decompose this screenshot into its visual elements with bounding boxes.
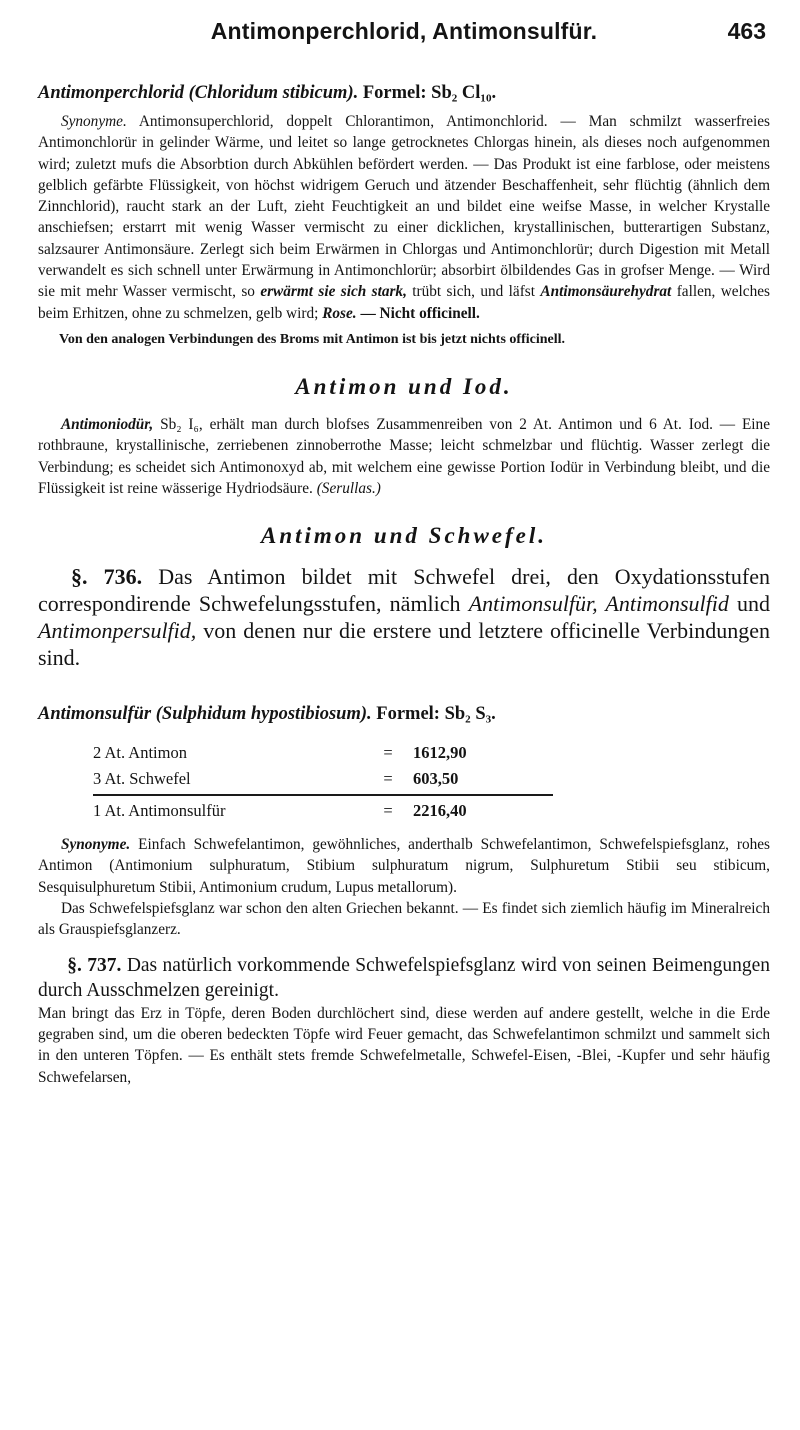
book-page bbox=[38, 0, 770, 1430]
perchlorid-formula-label: Formel: bbox=[362, 83, 427, 103]
schwefel-section-title: Antimon und Schwefel. bbox=[260, 523, 548, 549]
para-736-italic2: Antimonpersulfid, bbox=[38, 618, 197, 644]
perchlorid-text-italic: erwärmt sie sich stark, bbox=[260, 283, 407, 301]
table-row bbox=[93, 766, 553, 792]
perchlorid-name: Antimonperchlorid bbox=[38, 83, 184, 103]
perchlorid-text: Antimonsuperchlorid, doppelt Chlorantimon, Antimonchlorid. — Man schmilzt wasserfreies Antimonchlorür in gelinder Wärme, und leitet so lange getrocknetes Chlorgas hinein, als dieses noch aufgenommen wird; zuletzt mufs die Absorbtion durch Abkühlen befördert werden. — Das Produkt ist eine farblose, oder meistens gelblich gefärbte Flüssigkeit, von höchst widrigem Geruch und ätzender Beschaffenheit, sehr flüchtig (ähnlich dem Zinnchlorid), raucht stark an der Luft, zieht Feuchtigkeit an und bildet eine weifse Masse, in welcher Krystalle anschiefsen; erstarrt mit wenig Wasser vermischt zu einer dicklichen, krystallinischen, butterartigen Substanz, salzsaurer Antimonsäure. Zerlegt sich beim Erwärmen in Chlorgas und Antimonchlorür; durch Digestion mit Metall verwandelt es sich schnell unter Erwärmung in Antimonchlorür; absorbirt ölbildendes Gas in grofser Menge. — Wird sie mit mehr Wasser vermischt, so bbox=[38, 113, 770, 301]
perchlorid-text2: trübt sich, und läfst bbox=[412, 283, 536, 301]
running-title: Antimonperchlorid, Antimonsulfür. bbox=[210, 18, 598, 44]
para-737-text: Das natürlich vorkommende Schwefelspiefsglanz wird von seinen Beimengungen durch Ausschmelzen gereinigt. bbox=[38, 954, 771, 1001]
table-label: 2 At. Antimon bbox=[93, 743, 187, 763]
para-736 bbox=[38, 563, 770, 671]
sulfuer-formula-label: Formel: bbox=[376, 704, 440, 725]
sulfuer-heading bbox=[38, 701, 770, 728]
bromine-note: Von den analogen Verbindungen des Broms mit Antimon ist bis jetzt nichts officinell. bbox=[59, 331, 566, 347]
para-736-text3: von denen nur die erstere und letztere officinelle Verbindungen sind. bbox=[38, 618, 771, 671]
sulfuer-formula: Sb₂ S₃. bbox=[444, 704, 496, 725]
para-737 bbox=[38, 953, 770, 1003]
perchlorid-text4: — Nicht officinell. bbox=[360, 304, 480, 322]
page-body bbox=[38, 80, 770, 1088]
iod-paragraph bbox=[38, 414, 770, 499]
table-equals: = bbox=[383, 743, 393, 763]
iod-formula: Sb₂ I₆, bbox=[160, 415, 203, 433]
para-737-number: §. 737. bbox=[67, 954, 122, 976]
sulfuer-synonyme-text: Einfach Schwefelantimon, gewöhnliches, anderthalb Schwefelantimon, Schwefelspiefsglanz, rohes Antimon (Antimonium sulphuratum, Stibium sulphuratum nigrum, Sulphuretum Stibii seu stibicum, Sesquisulphuretum Stibii, Antimonium crudum, Lupus metallorum). bbox=[38, 836, 770, 896]
table-value: 603,50 bbox=[413, 769, 459, 789]
perchlorid-text2-italic: Antimonsäurehydrat bbox=[540, 283, 672, 301]
sulfuer-name: Antimonsulfür bbox=[38, 704, 152, 725]
sulfuer-synonyme-paragraph bbox=[38, 834, 770, 898]
perchlorid-latin: (Chloridum stibicum). bbox=[188, 83, 359, 103]
table-label: 3 At. Schwefel bbox=[93, 769, 191, 789]
perchlorid-synonyme-label: Synonyme. bbox=[60, 113, 127, 130]
iod-section-title: Antimon und Iod. bbox=[295, 373, 513, 399]
sulfuer-history-paragraph: Das Schwefelspiefsglanz war schon den alten Griechen bekannt. — Es findet sich ziemlich häufig im Mineralreich als Grauspiefsglanzerz. bbox=[38, 900, 770, 939]
table-total-row bbox=[93, 794, 553, 824]
perchlorid-paragraph bbox=[38, 111, 770, 324]
running-header bbox=[38, 18, 770, 58]
sulfuer-synonyme-label: Synonyme. bbox=[60, 836, 131, 854]
table-total-equals: = bbox=[383, 801, 393, 821]
perchlorid-text3: fallen, welches beim Erhitzen, ohne zu schmelzen, gelb wird; bbox=[38, 283, 770, 322]
para-736-number: §. 736. bbox=[71, 564, 143, 590]
table-equals: = bbox=[383, 769, 393, 789]
page-number: 463 bbox=[727, 18, 766, 44]
para-737-rest: Man bringt das Erz in Töpfe, deren Boden durchlöchert sind, diese werden auf andere gestellt, welche in die Erde gegraben sind, um die oberen bedeckten Töpfe wird Feuer gemacht, das Schwefelantimon schmilzt und sammelt sich in den unteren Töpfen. — Es enthält stets fremde Schwefelmetalle, Schwefel-Eisen, -Blei, -Kupfer und sehr häufig Schwefelarsen, bbox=[38, 1004, 770, 1086]
table-total-label: 1 At. Antimonsulfür bbox=[93, 801, 226, 821]
perchlorid-author: Rose. bbox=[322, 304, 357, 322]
perchlorid-formula: Sb₂ Cl₁₀. bbox=[431, 83, 497, 103]
iod-author: (Serullas.) bbox=[316, 479, 381, 497]
sulfuer-latin: (Sulphidum hypostibiosum). bbox=[155, 704, 372, 725]
iod-text: erhält man durch blofses Zusammenreiben von 2 At. Antimon und 6 At. Iod. — Eine rothbraune, krystallinische, zerriebenen zinnoberrothe Masse; leicht schmelzbar und flüchtig. Wasser zerlegt die Verbindung; es scheidet sich Antimonoxyd ab, mit welchem eine gewisse Portion Iodür in Verbindung bleibt, und die Flüssigkeit ist reine wässerige Hydriodsäure. bbox=[38, 415, 770, 497]
composition-table bbox=[93, 740, 553, 824]
table-total-value: 2216,40 bbox=[413, 801, 467, 821]
para-736-text1: Das Antimon bildet mit Schwefel drei, den Oxydationsstufen correspondirende Schwefelungsstufen, nämlich bbox=[38, 564, 770, 617]
table-row bbox=[93, 740, 553, 766]
perchlorid-heading bbox=[38, 80, 770, 107]
table-value: 1612,90 bbox=[413, 743, 467, 763]
para-736-text2: und bbox=[737, 591, 771, 617]
para-736-italic1: Antimonsulfür, Antimonsulfid bbox=[468, 591, 729, 617]
iod-name: Antimoniodür, bbox=[60, 415, 154, 433]
